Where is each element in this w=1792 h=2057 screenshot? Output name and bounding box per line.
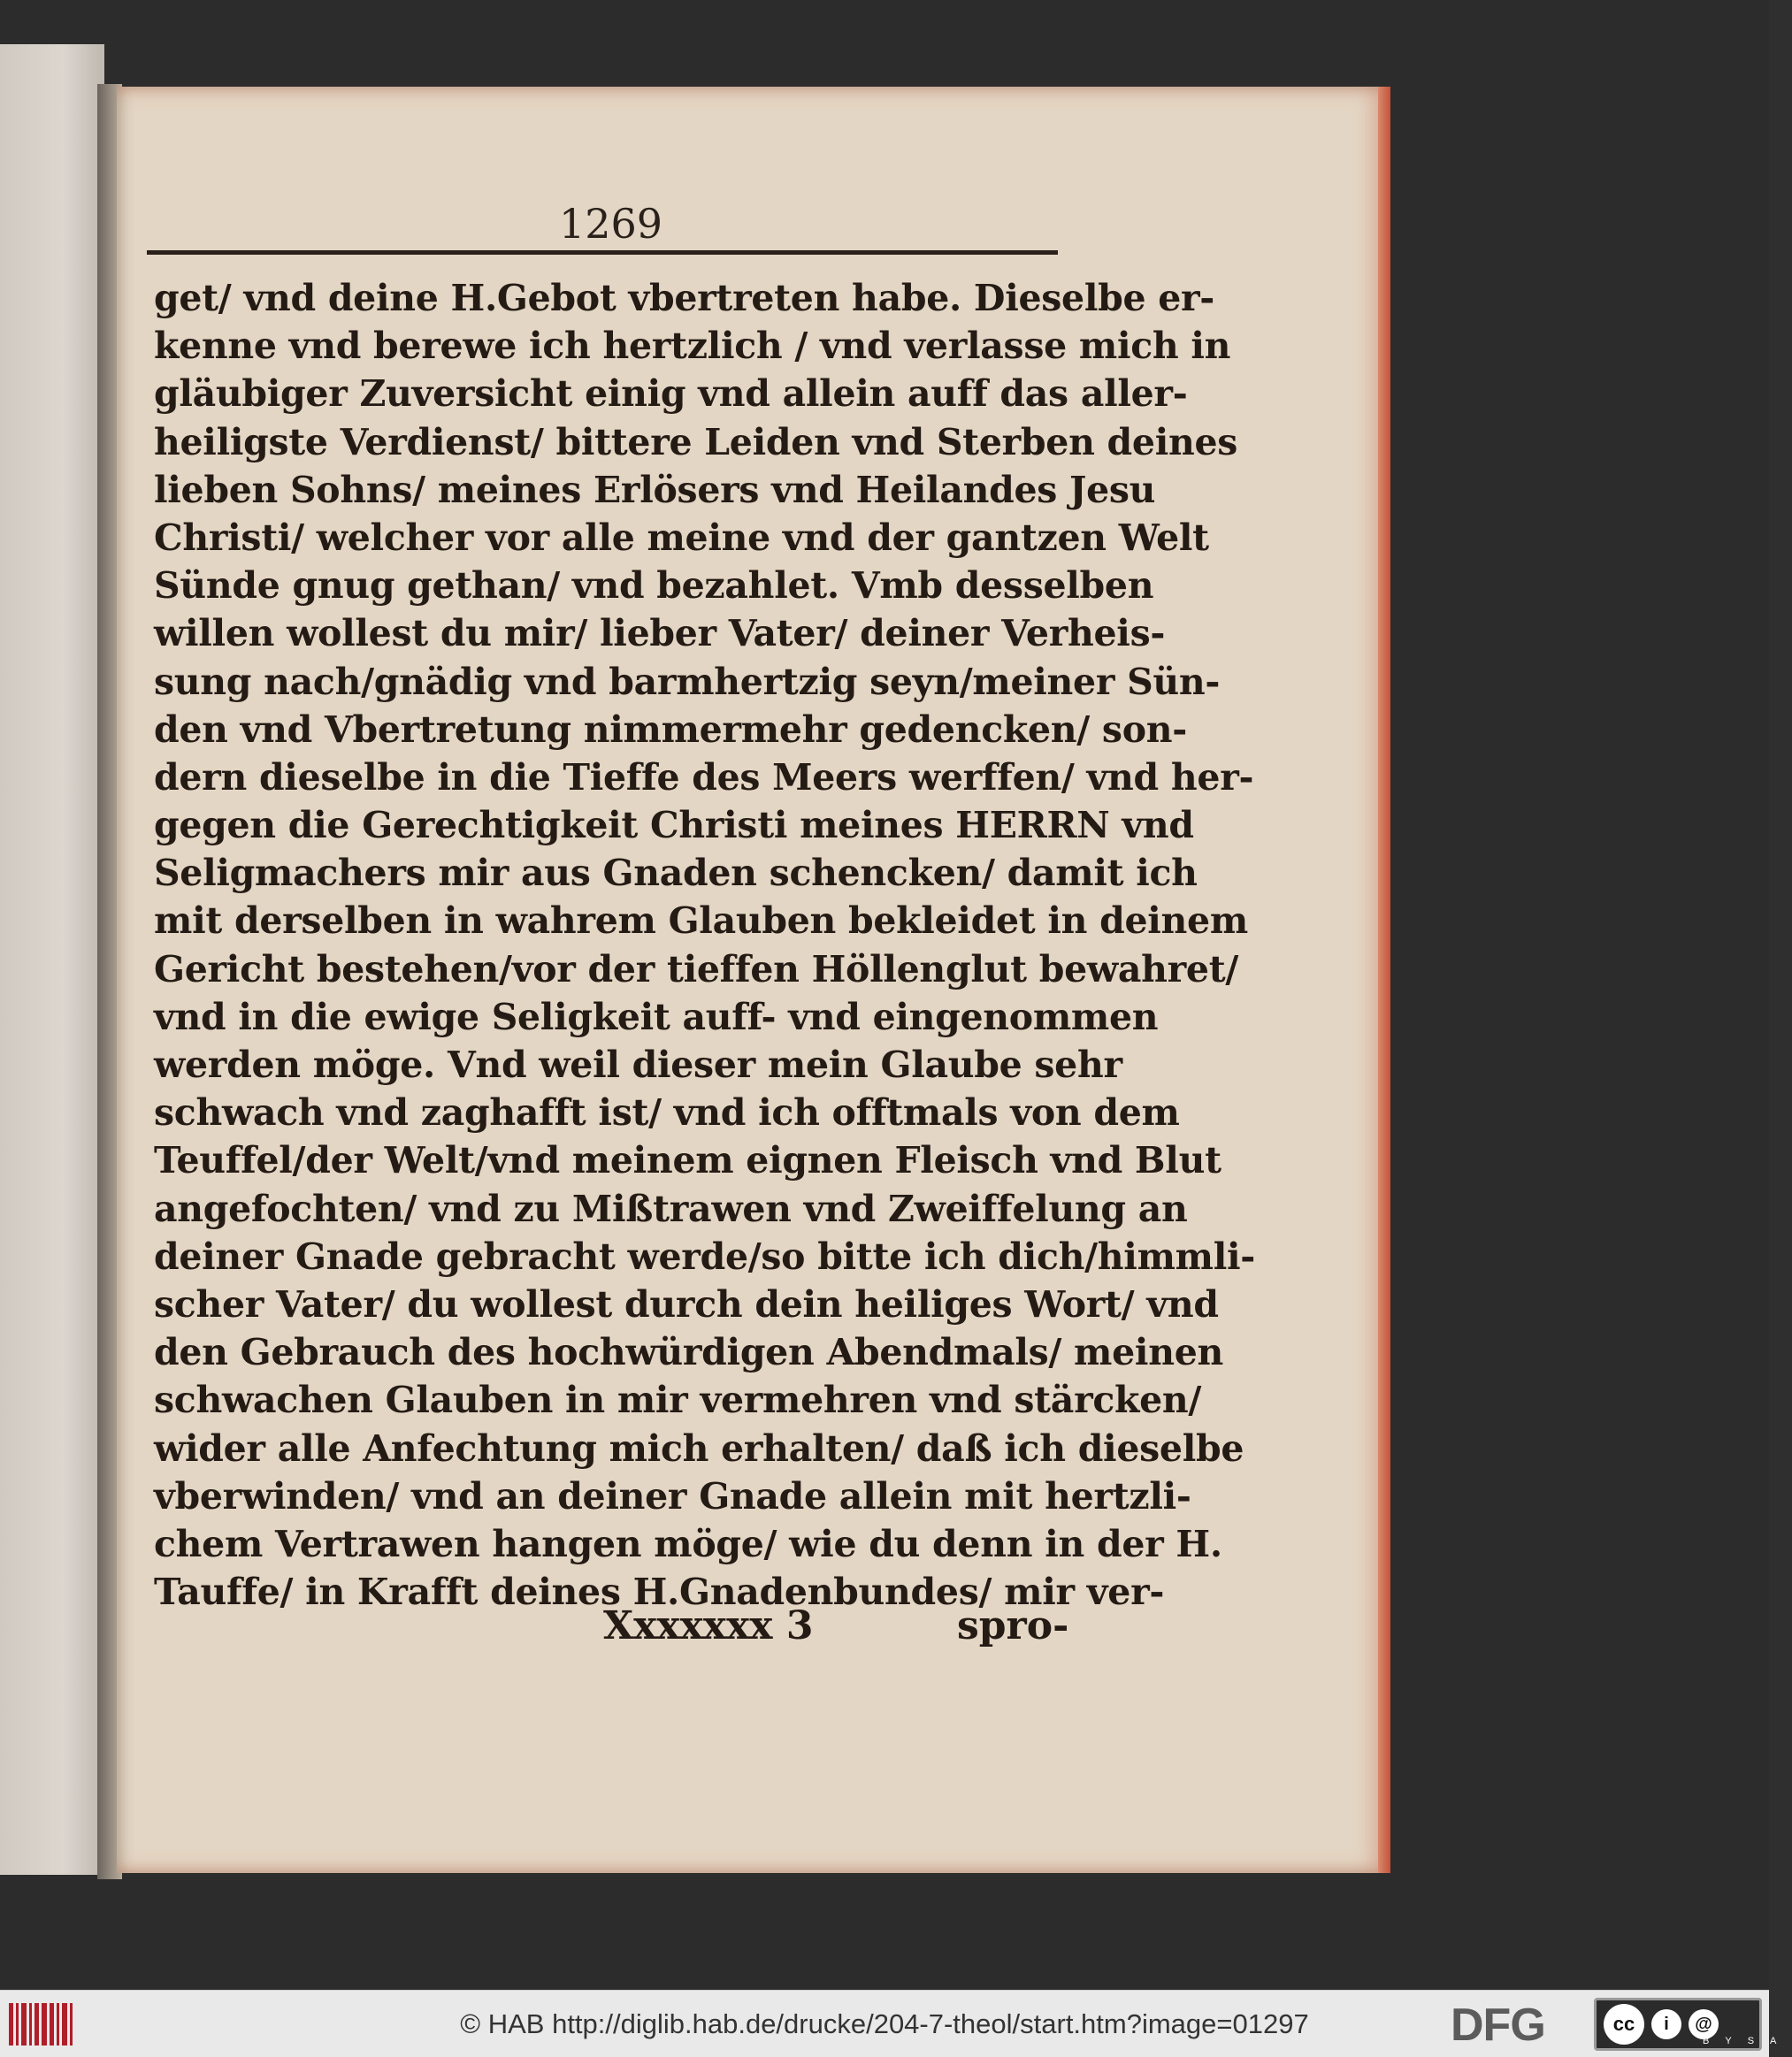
page-text (154, 274, 1256, 1616)
text-line: willen wollest du mir/ lieber Vater/ deiner Verheis- (154, 612, 1166, 655)
text-line: deiner Gnade gebracht werde/so bitte ich dich/himmli- (154, 1235, 1256, 1278)
signature-mark: Xxxxxxx 3 (603, 1603, 814, 1648)
text-line: angefochten/ vnd zu Mißtrawen vnd Zweiffelung an (154, 1187, 1188, 1230)
cc-icon: cc (1604, 2004, 1644, 2045)
red-page-edge (1378, 87, 1390, 1873)
text-line: mit derselben in wahrem Glauben bekleidet in deinem (154, 899, 1248, 943)
text-line: den Gebrauch des hochwürdigen Abendmals/ meinen (154, 1331, 1223, 1374)
text-line: Seligmachers mir aus Gnaden schencken/ damit ich (154, 852, 1198, 895)
text-line: gegen die Gerechtigkeit Christi meines HERRN vnd (154, 804, 1194, 847)
text-line: gläubiger Zuversicht einig vnd allein auff das aller- (154, 372, 1188, 416)
page-number: 1269 (559, 200, 663, 248)
text-line: vberwinden/ vnd an deiner Gnade allein mit hertzli- (154, 1474, 1191, 1518)
header-rule (147, 250, 1058, 255)
sa-icon: @ (1689, 2009, 1719, 2039)
text-line: schwachen Glauben in mir vermehren vnd stärcken/ (154, 1379, 1202, 1422)
text-line: den vnd Vbertretung nimmermehr gedencken/ son- (154, 707, 1187, 751)
book-page (117, 87, 1390, 1873)
text-line: kenne vnd berewe ich hertzlich / vnd verlasse mich in (154, 325, 1231, 368)
previous-page-edge (0, 44, 104, 1875)
text-line: Gericht bestehen/vor der tieffen Höllenglut bewahret/ (154, 947, 1239, 990)
dfg-logo[interactable]: DFG (1451, 2000, 1545, 2051)
viewer-footer-bar (0, 1990, 1792, 2057)
text-line: Tauffe/ in Krafft deines H.Gnadenbundes/ mir ver- (154, 1571, 1165, 1614)
text-line: get/ vnd deine H.Gebot vbertreten habe. Dieselbe er- (154, 277, 1215, 319)
text-line: Christi/ welcher vor alle meine vnd der gantzen Welt (154, 516, 1209, 559)
license-labels: BYSA (1703, 2036, 1792, 2046)
text-line: werden möge. Vnd weil dieser mein Glaube sehr (154, 1044, 1122, 1086)
text-line: schwach vnd zaghafft ist/ vnd ich offtmals von dem (154, 1091, 1180, 1135)
text-line: chem Vertrawen hangen möge/ wie du denn in der H. (154, 1522, 1222, 1565)
text-line: heiligste Verdienst/ bittere Leiden vnd Sterben deines (154, 420, 1238, 463)
text-line: lieben Sohns/ meines Erlösers vnd Heilandes Jesu (154, 468, 1156, 511)
text-line: sung nach/gnädig vnd barmhertzig seyn/meiner Sün- (154, 660, 1221, 703)
text-line: Teuffel/der Welt/vnd meinem eignen Fleisch vnd Blut (154, 1139, 1221, 1182)
copyright-link[interactable]: © HAB http://diglib.hab.de/drucke/204-7-theol/start.htm?image=01297 (460, 2008, 1309, 2039)
catchword: spro- (957, 1603, 1069, 1648)
text-line: scher Vater/ du wollest durch dein heiliges Wort/ vnd (154, 1282, 1219, 1326)
cc-license-icon[interactable] (1594, 1998, 1792, 2051)
text-line: wider alle Anfechtung mich erhalten/ daß ich dieselbe (154, 1426, 1244, 1470)
text-line: vnd in die ewige Seligkeit auff- vnd eingenommen (154, 995, 1159, 1038)
text-line: Sünde gnug gethan/ vnd bezahlet. Vmb desselben (154, 564, 1154, 608)
text-line: dern dieselbe in die Tieffe des Meers werffen/ vnd her- (154, 755, 1254, 799)
by-icon: i (1651, 2009, 1681, 2039)
